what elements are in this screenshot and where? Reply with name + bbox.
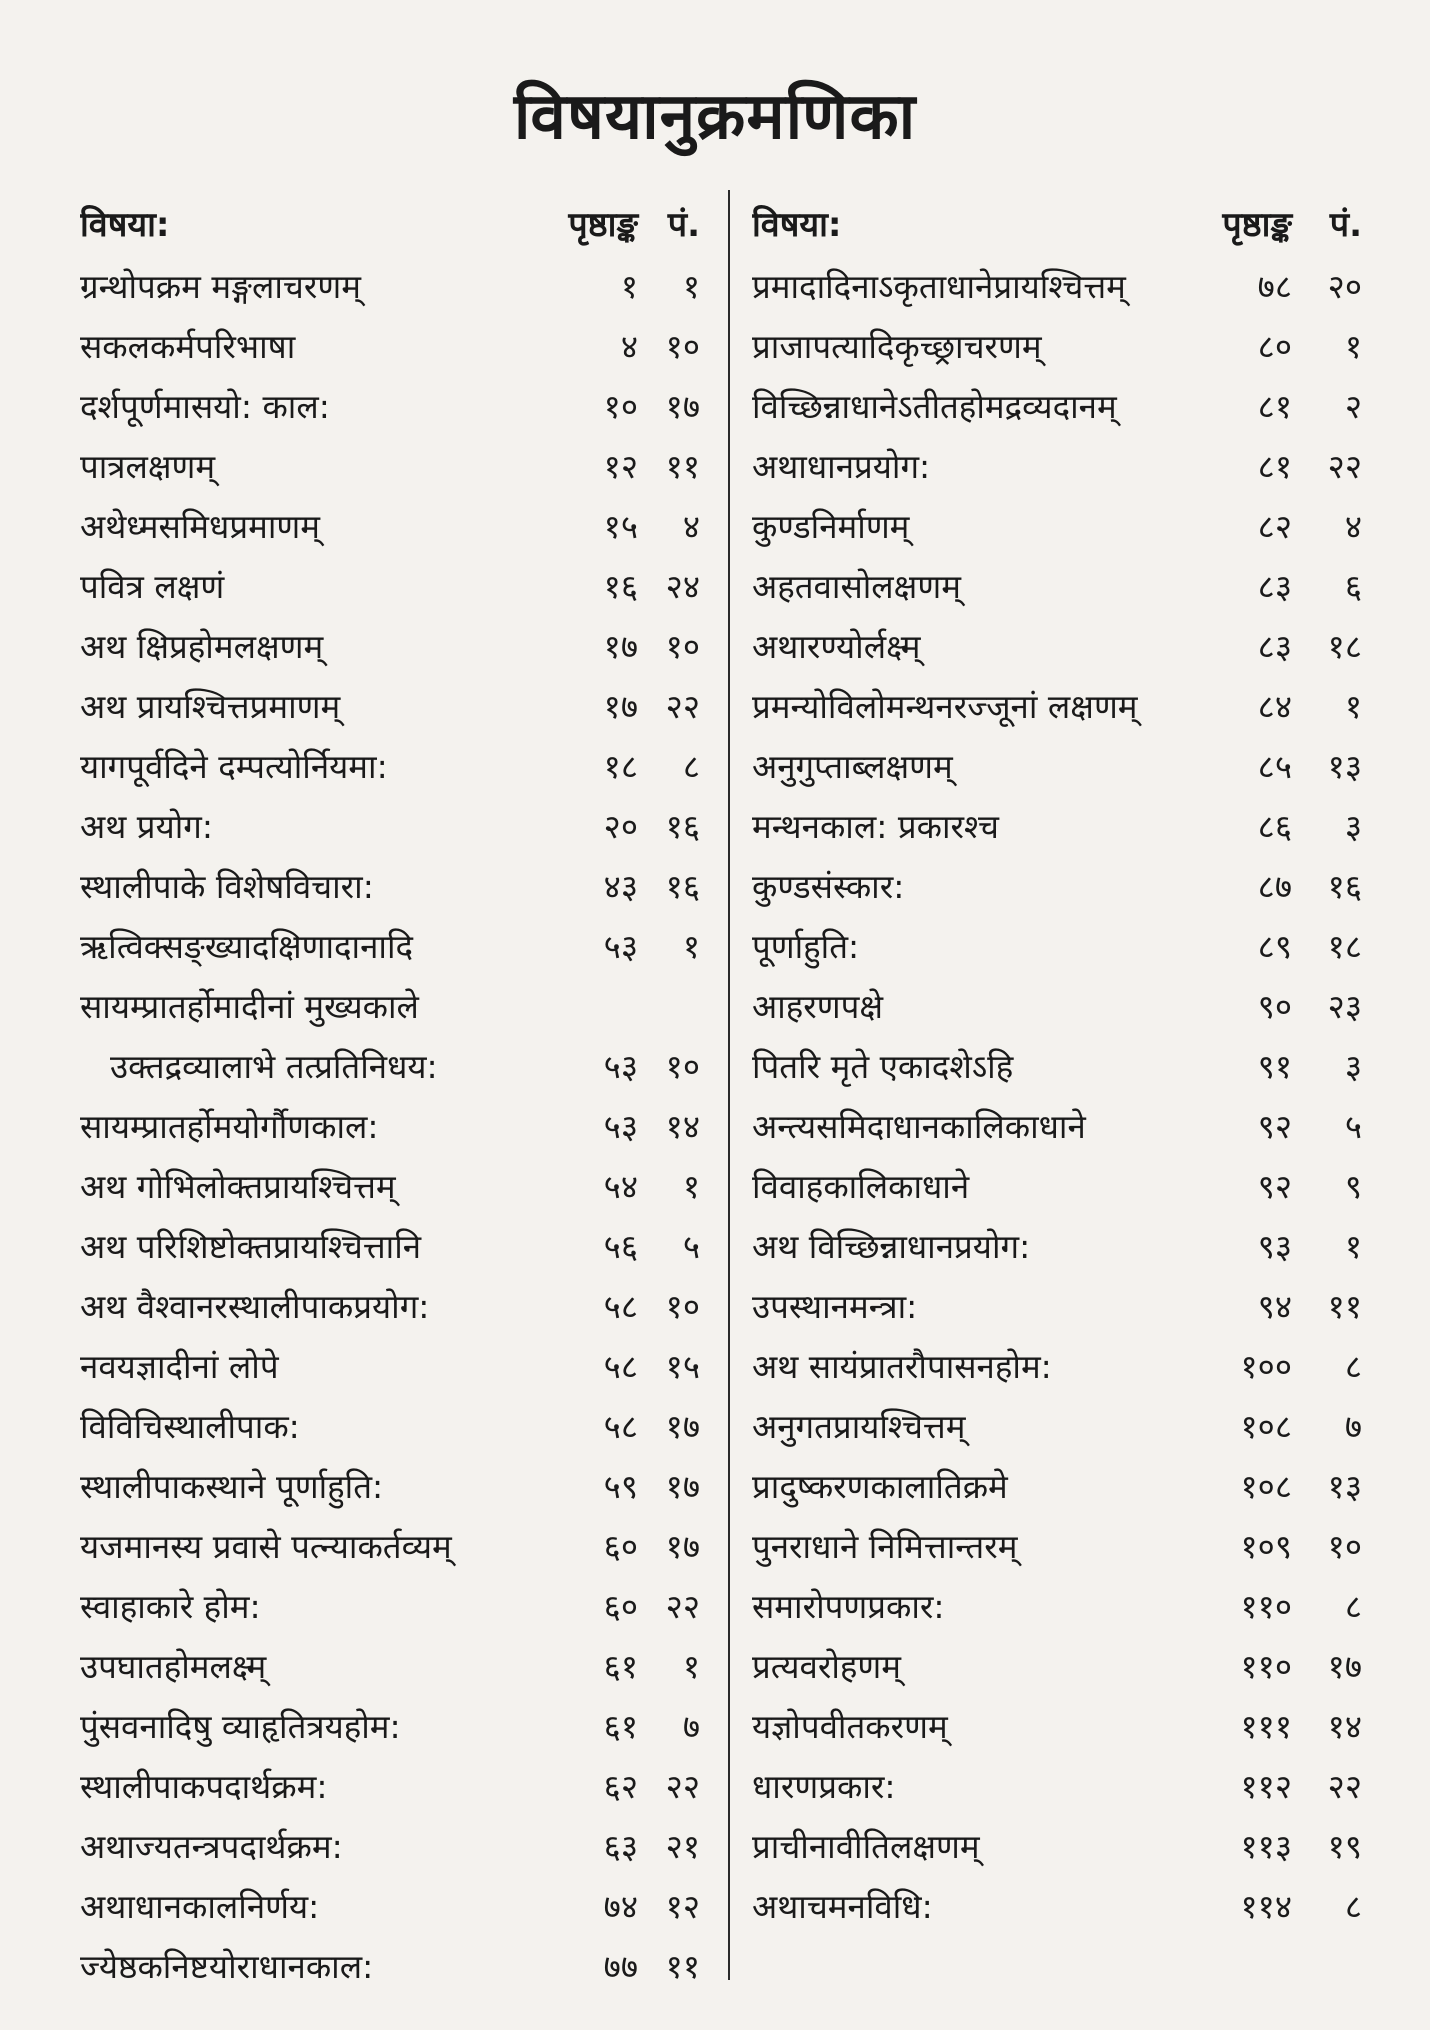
entry-subject: स्थालीपाकपदार्थक्रम: [80, 1767, 328, 1806]
entry-page: १६ [603, 567, 638, 606]
index-entry [80, 1757, 700, 1817]
entry-page: १११ [1240, 1707, 1292, 1746]
entry-subject: अथाज्यतन्त्रपदार्थक्रम: [80, 1827, 343, 1866]
entry-line: १० [665, 327, 700, 366]
entry-line: १२ [665, 1887, 700, 1926]
entry-subject: प्रादुष्करणकालातिक्रमे [752, 1467, 1008, 1506]
index-entry [752, 1277, 1362, 1337]
entry-subject: अथ परिशिष्टोक्तप्रायश्चित्तानि [80, 1227, 422, 1266]
entry-page: ८४ [1257, 687, 1292, 726]
entry-subject: विविचिस्थालीपाक: [80, 1407, 300, 1446]
entry-line: ७ [682, 1707, 700, 1746]
entry-line: १४ [665, 1107, 700, 1146]
index-entry [80, 437, 700, 497]
index-entry [752, 1097, 1362, 1157]
entry-subject: स्थालीपाकस्थाने पूर्णाहुति: [80, 1467, 384, 1506]
index-entry [752, 617, 1362, 677]
entry-subject: धारणप्रकार: [752, 1767, 896, 1806]
index-entry [752, 1517, 1362, 1577]
entry-line: १८ [1327, 927, 1362, 966]
entry-page: ५६ [603, 1227, 638, 1266]
entry-line: ८ [1344, 1587, 1362, 1626]
index-entry [752, 1637, 1362, 1697]
line-header: पं. [1329, 205, 1362, 245]
entry-page: ९१ [1257, 1047, 1292, 1086]
entry-page: ११२ [1240, 1767, 1292, 1806]
entry-line: १ [1344, 687, 1362, 726]
index-entry [80, 1697, 700, 1757]
entry-page: ११४ [1240, 1887, 1292, 1926]
entry-line: २ [1344, 387, 1362, 426]
entry-page: ४ [620, 327, 638, 366]
index-entry [752, 377, 1362, 437]
index-entry [80, 617, 700, 677]
index-entry [80, 977, 700, 1037]
index-entry [80, 377, 700, 437]
entry-subject: पुनराधाने निमित्तान्तरम् [752, 1527, 1018, 1566]
index-entry [752, 677, 1362, 737]
entry-page: ५८ [603, 1347, 638, 1386]
entry-line: ११ [665, 447, 700, 486]
entry-line: १७ [665, 1407, 700, 1446]
entry-page: ९३ [1257, 1227, 1292, 1266]
entry-line: ३ [1344, 1047, 1362, 1086]
entry-line: ५ [682, 1227, 700, 1266]
column-header [752, 195, 1362, 257]
index-entry [752, 1217, 1362, 1277]
entry-page: ८० [1257, 327, 1292, 366]
index-entry [80, 1037, 700, 1097]
entry-line: १३ [1327, 1467, 1362, 1506]
index-entry [752, 1337, 1362, 1397]
entry-subject: अनुगुप्ताब्लक्षणम् [752, 747, 953, 786]
entry-subject: यज्ञोपवीतकरणम् [752, 1707, 948, 1746]
entry-page: ७७ [603, 1947, 638, 1986]
entry-subject: प्रमादादिनाऽकृताधानेप्रायश्चित्तम् [752, 267, 1126, 306]
index-entry [752, 1397, 1362, 1457]
entry-subject: सायम्प्रातर्होमयोर्गौणकाल: [80, 1107, 379, 1146]
entry-line: १० [665, 1287, 700, 1326]
index-entry [752, 977, 1362, 1037]
index-entry [80, 1217, 700, 1277]
index-entry [80, 737, 700, 797]
entry-line: १ [682, 927, 700, 966]
entry-line: १३ [1327, 747, 1362, 786]
index-entry [752, 1757, 1362, 1817]
index-entry [752, 437, 1362, 497]
entry-subject: दर्शपूर्णमासयो: काल: [80, 387, 330, 426]
entry-line: २२ [665, 687, 700, 726]
entry-line: ८ [1344, 1887, 1362, 1926]
index-entry [752, 1877, 1362, 1937]
entry-page: ७८ [1257, 267, 1292, 306]
index-entry [752, 917, 1362, 977]
index-entry [752, 857, 1362, 917]
index-entry [80, 1817, 700, 1877]
entry-page: ४३ [603, 867, 638, 906]
entry-line: १० [665, 1047, 700, 1086]
entry-line: २२ [1327, 1767, 1362, 1806]
entry-page: १५ [603, 507, 638, 546]
entry-page: ११० [1240, 1647, 1292, 1686]
entry-subject: कुण्डसंस्कार: [752, 867, 905, 906]
entry-line: २१ [665, 1827, 700, 1866]
entry-line: १९ [1327, 1827, 1362, 1866]
index-entry [80, 677, 700, 737]
entry-subject: अथाधानकालनिर्णय: [80, 1887, 320, 1926]
entry-subject: समारोपणप्रकार: [752, 1587, 945, 1626]
entry-line: १० [665, 627, 700, 666]
entry-page: ६२ [603, 1767, 638, 1806]
entry-page: ११३ [1240, 1827, 1292, 1866]
entry-page: ५३ [603, 1047, 638, 1086]
entry-page: ८६ [1257, 807, 1292, 846]
entry-page: ५४ [603, 1167, 638, 1206]
entry-subject: ग्रन्थोपक्रम मङ्गलाचरणम् [80, 267, 361, 306]
entry-line: १७ [665, 1527, 700, 1566]
entry-page: ९२ [1257, 1167, 1292, 1206]
entry-subject: उक्तद्रव्यालाभे तत्प्रतिनिधय: [110, 1047, 438, 1086]
entry-subject: सायम्प्रातर्होमादीनां मुख्यकाले [80, 987, 419, 1026]
entry-page: ६१ [603, 1707, 638, 1746]
index-entry [80, 1877, 700, 1937]
entry-page: ५८ [603, 1287, 638, 1326]
entry-line: १६ [665, 807, 700, 846]
subject-header: विषया: [752, 205, 842, 245]
entry-page: ८९ [1257, 927, 1292, 966]
entry-page: ११० [1240, 1587, 1292, 1626]
entry-line: १ [682, 267, 700, 306]
index-entry [80, 1577, 700, 1637]
entry-page: १०८ [1240, 1467, 1292, 1506]
entry-line: ६ [1344, 567, 1362, 606]
entry-line: ४ [1344, 507, 1362, 546]
entry-subject: अथाचमनविधि: [752, 1887, 933, 1926]
entry-line: २२ [1327, 447, 1362, 486]
entry-page: ८१ [1257, 447, 1292, 486]
entry-subject: आहरणपक्षे [752, 987, 884, 1026]
entry-line: १० [1327, 1527, 1362, 1566]
entry-subject: पात्रलक्षणम् [80, 447, 216, 486]
entry-page: ६० [603, 1527, 638, 1566]
entry-page: ८३ [1257, 627, 1292, 666]
entry-line: १ [1344, 327, 1362, 366]
entry-line: २२ [665, 1767, 700, 1806]
entry-line: ५ [1344, 1107, 1362, 1146]
entry-subject: पवित्र लक्षणं [80, 567, 225, 606]
entry-subject: ऋत्विक्सङ्ख्यादक्षिणादानादि [80, 927, 414, 966]
entry-line: ८ [1344, 1347, 1362, 1386]
index-entry [80, 917, 700, 977]
entry-subject: अथ प्रयोग: [80, 807, 213, 846]
entry-page: ८७ [1257, 867, 1292, 906]
entry-page: ५३ [603, 927, 638, 966]
entry-subject: अथ प्रायश्चित्तप्रमाणम् [80, 687, 341, 726]
entry-subject: स्वाहाकारे होम: [80, 1587, 261, 1626]
entry-line: १६ [665, 867, 700, 906]
entry-subject: अथ वैश्वानरस्थालीपाकप्रयोग: [80, 1287, 430, 1326]
entry-line: ४ [682, 507, 700, 546]
entry-subject: विवाहकालिकाधाने [752, 1167, 970, 1206]
entry-line: ८ [682, 747, 700, 786]
entry-page: १०९ [1240, 1527, 1292, 1566]
entry-subject: सकलकर्मपरिभाषा [80, 327, 296, 366]
entry-page: ७४ [603, 1887, 638, 1926]
entry-line: १ [682, 1167, 700, 1206]
entry-subject: पूर्णाहुति: [752, 927, 860, 966]
page-header: पृष्ठाङ्क [1222, 205, 1292, 245]
index-entry [80, 1517, 700, 1577]
entry-line: १६ [1327, 867, 1362, 906]
entry-page: ८१ [1257, 387, 1292, 426]
entry-line: २२ [665, 1587, 700, 1626]
entry-subject: प्रत्यवरोहणम् [752, 1647, 901, 1686]
entry-subject: ज्येष्ठकनिष्टयोराधानकाल: [80, 1947, 374, 1986]
entry-page: ५३ [603, 1107, 638, 1146]
entry-subject: यजमानस्य प्रवासे पत्न्याकर्तव्यम् [80, 1527, 452, 1566]
index-entry [80, 797, 700, 857]
entry-subject: अथाधानप्रयोग: [752, 447, 931, 486]
entry-line: १८ [1327, 627, 1362, 666]
index-entry [80, 1397, 700, 1457]
index-entry [80, 1097, 700, 1157]
entry-page: १८ [603, 747, 638, 786]
entry-page: ९० [1257, 987, 1292, 1026]
page-title: विषयानुक्रमणिका [513, 80, 917, 154]
entry-subject: प्राचीनावीतिलक्षणम् [752, 1827, 980, 1866]
index-entry [752, 257, 1362, 317]
entry-subject: प्रमन्योविलोमन्थनरज्जूनां लक्षणम् [752, 687, 1138, 726]
index-entry [752, 1157, 1362, 1217]
index-entry [80, 317, 700, 377]
entry-page: ९२ [1257, 1107, 1292, 1146]
entry-line: १ [1344, 1227, 1362, 1266]
index-entry [80, 1337, 700, 1397]
right-column [752, 195, 1362, 1937]
entry-page: ६१ [603, 1647, 638, 1686]
entry-page: ५९ [603, 1467, 638, 1506]
index-entry [80, 1157, 700, 1217]
index-entry [752, 497, 1362, 557]
entry-page: १७ [603, 687, 638, 726]
index-entry [80, 1637, 700, 1697]
entry-subject: अन्त्यसमिदाधानकालिकाधाने [752, 1107, 1086, 1146]
subject-header: विषया: [80, 205, 170, 245]
entry-subject: मन्थनकाल: प्रकारश्च [752, 807, 999, 846]
entry-subject: अथेध्मसमिधप्रमाणम् [80, 507, 320, 546]
entry-page: १ [620, 267, 638, 306]
index-entry [80, 1457, 700, 1517]
entry-subject: अथ क्षिप्रहोमलक्षणम् [80, 627, 324, 666]
index-entry [752, 737, 1362, 797]
column-divider [728, 190, 730, 1980]
line-header: पं. [667, 205, 700, 245]
entry-subject: प्राजापत्यादिकृच्छ्राचरणम् [752, 327, 1042, 366]
entry-page: १०८ [1240, 1407, 1292, 1446]
index-entry [752, 1037, 1362, 1097]
entry-subject: अहतवासोलक्षणम् [752, 567, 961, 606]
entry-page: ८५ [1257, 747, 1292, 786]
index-entry [80, 857, 700, 917]
entry-subject: यागपूर्वदिने दम्पत्योर्नियमा: [80, 747, 388, 786]
entry-line: ११ [665, 1947, 700, 1986]
entry-page: १२ [603, 447, 638, 486]
page-header: पृष्ठाङ्क [568, 205, 638, 245]
entry-line: २३ [1327, 987, 1362, 1026]
entry-page: ९४ [1257, 1287, 1292, 1326]
index-entry [80, 557, 700, 617]
entry-line: १७ [665, 387, 700, 426]
entry-page: १० [603, 387, 638, 426]
entry-page: ८२ [1257, 507, 1292, 546]
entry-subject: नवयज्ञादीनां लोपे [80, 1347, 279, 1386]
entry-subject: अथारण्योर्लक्ष्म् [752, 627, 921, 666]
index-entry [752, 797, 1362, 857]
index-entry [752, 1577, 1362, 1637]
entry-page: १७ [603, 627, 638, 666]
entry-line: ११ [1327, 1287, 1362, 1326]
index-entry [752, 1697, 1362, 1757]
entry-page: ६३ [603, 1827, 638, 1866]
entry-subject: उपघातहोमलक्ष्म् [80, 1647, 267, 1686]
entry-line: १ [682, 1647, 700, 1686]
index-entry [752, 317, 1362, 377]
entry-page: ८३ [1257, 567, 1292, 606]
entry-page: १०० [1240, 1347, 1292, 1386]
entry-subject: अथ सायंप्रातरौपासनहोम: [752, 1347, 1052, 1386]
index-entry [752, 557, 1362, 617]
entry-subject: कुण्डनिर्माणम् [752, 507, 910, 546]
entry-subject: अथ गोभिलोक्तप्रायश्चित्तम् [80, 1167, 396, 1206]
entry-line: १७ [1327, 1647, 1362, 1686]
index-entry [80, 1277, 700, 1337]
entry-subject: पुंसवनादिषु व्याहृतित्रयहोम: [80, 1707, 401, 1746]
entry-page: ६० [603, 1587, 638, 1626]
entry-subject: स्थालीपाके विशेषविचारा: [80, 867, 374, 906]
entry-line: ३ [1344, 807, 1362, 846]
entry-page: २० [603, 807, 638, 846]
entry-line: १५ [665, 1347, 700, 1386]
entry-subject: अनुगतप्रायश्चित्तम् [752, 1407, 966, 1446]
entry-line: २४ [665, 567, 700, 606]
entry-line: ७ [1344, 1407, 1362, 1446]
entry-subject: पितरि मृते एकादशेऽहि [752, 1047, 1014, 1086]
index-entry [80, 1937, 700, 1997]
left-column [80, 195, 700, 1997]
entry-line: २० [1327, 267, 1362, 306]
index-entry [80, 497, 700, 557]
index-entry [752, 1457, 1362, 1517]
entry-subject: उपस्थानमन्त्रा: [752, 1287, 918, 1326]
index-entry [752, 1817, 1362, 1877]
column-header [80, 195, 700, 257]
entry-subject: अथ विच्छिन्नाधानप्रयोग: [752, 1227, 1031, 1266]
entry-line: १७ [665, 1467, 700, 1506]
index-entry [80, 257, 700, 317]
entry-page: ५८ [603, 1407, 638, 1446]
entry-line: ९ [1344, 1167, 1362, 1206]
entry-line: १४ [1327, 1707, 1362, 1746]
entry-subject: विच्छिन्नाधानेऽतीतहोमद्रव्यदानम् [752, 387, 1117, 426]
